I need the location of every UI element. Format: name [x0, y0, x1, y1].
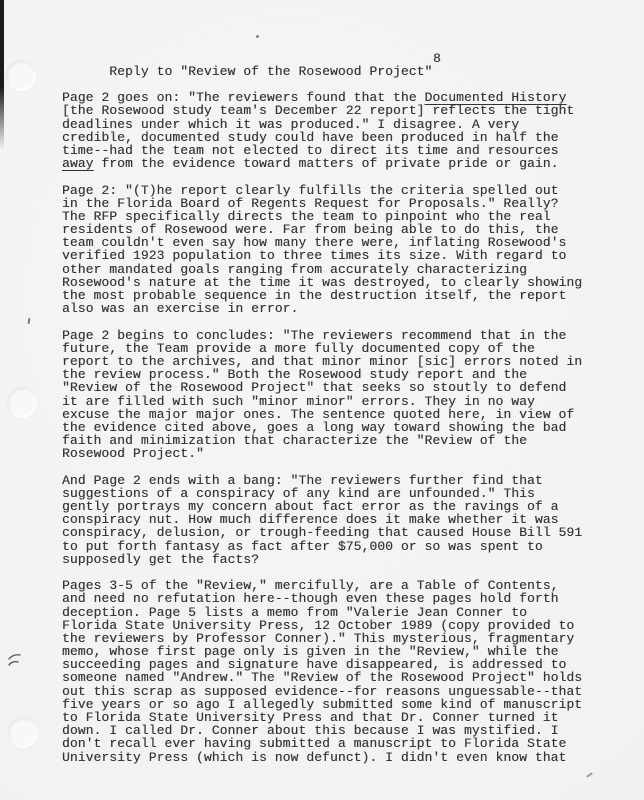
text-line: succeeding pages and signature have disappeared, is addressed to — [62, 657, 567, 673]
scan-edge-artifact — [0, 0, 4, 150]
text-line: deadlines under which it was produced." I disagree. A very — [62, 116, 520, 132]
text-line: in the Florida Board of Regents Request for Proposals." Really? — [62, 195, 559, 211]
text-line: Florida State University Press, 12 October 1989 (copy provided to — [62, 617, 575, 633]
text-line: team couldn't even say how many there were, inflating Rosewood's — [62, 235, 567, 251]
document-header — [62, 51, 582, 80]
paragraph — [62, 579, 582, 764]
text-line: away from the evidence toward matters of private pride or gain. — [62, 156, 559, 172]
text-line: future, the Team provide a more fully documented copy of the — [62, 340, 535, 356]
text-line: time--had the team not elected to direct its time and resources — [62, 142, 559, 158]
margin-tick-mark — [28, 318, 31, 324]
text-line: conspiracy, delusion, or trough-feeding that caused House Bill 591 — [62, 525, 583, 541]
text-line: And Page 2 ends with a bang: "The reviewers further find that — [62, 472, 543, 488]
text-line: other mandated goals ranging from accurately characterizing — [62, 261, 527, 277]
underlined-text: away — [62, 156, 94, 172]
text-line: Page 2: "(T)he report clearly fulfills the criteria spelled out — [62, 182, 559, 198]
text-line: to put forth fantasy as fact after $75,000 or so was spent to — [62, 538, 543, 554]
punch-hole-bottom — [8, 717, 38, 748]
text-line: gently portrays my concern about fact error as the ravings of a — [62, 499, 559, 514]
text-line: University Press (which is now defunct). I didn't even know that — [62, 749, 567, 765]
text-line: and need no refutation here--though even these pages hold forth — [62, 591, 559, 607]
paragraph — [62, 329, 582, 461]
text-line: "Review of the Rosewood Project" that seeks so stoutly to defend — [62, 380, 567, 396]
text-line: out this scrap as supposed evidence--for reasons unguessable--that — [62, 683, 583, 699]
text-line: the reviewers by Professor Conner)." This mysterious, fragmentary — [62, 630, 575, 646]
text-line: the evidence cited above, goes a long way toward showing the bad — [62, 419, 567, 435]
page-number: 8 — [433, 51, 441, 66]
text-line: the most probable sequence in the destruction itself, the report — [62, 288, 567, 303]
punch-hole-middle — [7, 387, 37, 418]
text-line: suggestions of a conspiracy of any kind are unfounded." This — [62, 485, 535, 501]
document-text — [62, 52, 582, 764]
text-line: supposedly get the facts? — [62, 551, 260, 567]
document-title: Reply to "Review of the Rosewood Project" — [109, 64, 433, 80]
text-line: deception. Page 5 lists a memo from "Valerie Jean Conner to — [62, 604, 527, 620]
paragraph — [62, 91, 582, 170]
text-line: don't recall ever having submitted a manuscript to Florida State — [62, 736, 567, 752]
text-line: also was an exercise in error. — [62, 301, 299, 317]
text-line: Rosewood's nature at the time it was destroyed, to clearly showing — [62, 274, 583, 290]
document-body — [62, 91, 582, 764]
text-line: verified 1923 population to three times its size. With regard to — [62, 248, 567, 264]
text-line: Page 2 goes on: "The reviewers found that the Documented History — [62, 90, 567, 106]
text-line: report to the archives, and that minor minor [sic] errors noted in — [62, 353, 583, 369]
text-line: faith and minimization that characterize the "Review of the — [62, 433, 527, 449]
text-line: [the Rosewood study team's December 22 report] reflects the tight — [62, 103, 575, 119]
text-line: Page 2 begins to concludes: "The reviewers recommend that in the — [62, 327, 567, 343]
underlined-text: Documented History — [424, 90, 567, 106]
text-line: someone named "Andrew." The "Review of the Rosewood Project" holds — [62, 670, 583, 686]
pen-scribble-mark — [8, 650, 24, 670]
text-line: conspiracy nut. How much difference does it make whether it was — [62, 512, 559, 528]
scan-smudge-mark — [586, 772, 593, 778]
text-line: five years or so ago I allegedly submitted some kind of manuscript — [62, 696, 583, 712]
text-line: residents of Rosewood were. Far from being able to do this, the — [62, 222, 559, 238]
text-line: credible, documented study could have been produced in half the — [62, 129, 559, 145]
punch-hole-top — [6, 60, 36, 91]
text-line: Rosewood Project." — [62, 446, 204, 462]
text-line: Pages 3-5 of the "Review," mercifully, are a Table of Contents, — [62, 578, 559, 594]
paragraph — [62, 184, 582, 316]
text-line: to Florida State University Press and that Dr. Conner turned it — [62, 710, 559, 725]
paragraph — [62, 474, 582, 566]
scan-speck — [256, 35, 259, 38]
text-line: down. I called Dr. Conner about this because I was mystified. I — [62, 723, 559, 739]
text-line: excuse the major major ones. The sentence quoted here, in view of — [62, 406, 575, 422]
text-line: it are filled with such "minor minor" errors. They in no way — [62, 393, 535, 409]
text-line: the review process." Both the Rosewood study report and the — [62, 367, 527, 383]
text-line: The RFP specifically directs the team to pinpoint who the real — [62, 208, 551, 224]
text-line: memo, whose first page only is given in the "Review," while the — [62, 644, 559, 660]
